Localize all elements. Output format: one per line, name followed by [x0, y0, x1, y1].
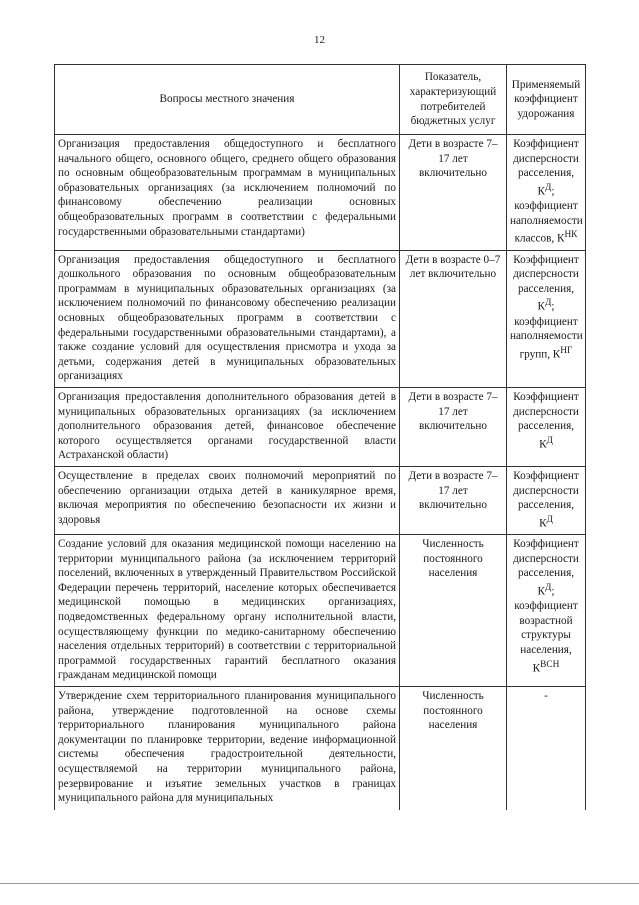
table-row: [55, 135, 586, 251]
coef-superscript: Д: [546, 435, 553, 446]
page-number: 12: [314, 34, 325, 46]
row-question: Осуществление в пределах своих полномочий мероприятий по обеспечению организации отдыха детей в каникулярное время, включая мероприятия по обеспечению безопасности их жизни и здоровья: [55, 466, 400, 534]
coef-superscript: Д: [546, 514, 553, 525]
row-indicator: Численность постоянного населения: [400, 535, 507, 687]
row-coefficient: Коэффициент дисперсности расселения, $К^Д$; коэффициент наполняемости классов, $К^{НК}$: [507, 135, 586, 251]
table-row: [55, 387, 586, 466]
coef-superscript: НГ: [560, 345, 573, 356]
coef-symbol: К: [532, 662, 541, 675]
row-question: Создание условий для оказания медицинской помощи населению на территории муниципального района (за исключением территорий поселений, включенных в утвержденный Правительством Российской Федерации перечень территорий, население которых обеспечивается медицинской помощью в медицинских организациях, подведомственных федеральному органу исполнительной власти, осуществляющему функции по медико-санитарному обеспечению населения отдельных территорий) в соответствии с территориальной программой государственных гарантий бесплатного оказания гражданам медицинской помощи: [55, 535, 400, 687]
table-row: [55, 466, 586, 534]
row-coefficient: Коэффициент дисперсности расселения, $К^Д$; коэффициент возрастной структуры населения, $К^{ВСН}$: [507, 535, 586, 687]
coef-symbol: К: [556, 233, 565, 246]
header-coefficient: Применяемый коэффициент удорожания: [507, 65, 586, 135]
page-bottom-rule: [0, 883, 639, 884]
table-header-row: [55, 65, 586, 135]
row-question: Утверждение схем территориального планирования муниципального района, утверждение подготовленной на основе схемы территориального планирования муниципального района документации по планировке территории, ведение информационной системы обеспечения градостроительной деятельности, осуществляемой на территории муниципального района, резервирование и изъятие земельных участков в границах муниципального района для муниципальных: [55, 686, 400, 810]
coef-symbol: К: [539, 438, 547, 451]
coefficients-table: [54, 64, 585, 810]
row-coefficient: -: [507, 686, 586, 810]
table-row: [55, 535, 586, 687]
coef-symbol: К: [537, 185, 545, 198]
coef-symbol: К: [537, 301, 545, 314]
row-indicator: Дети в возрасте 7–17 лет включительно: [400, 135, 507, 251]
row-question: Организация предоставления общедоступного и бесплатного начального общего, основного общего, среднего общего образования по основным общеобразовательным программам в муниципальных образовательных организациях (за исключением полномочий по финансовому обеспечению реализации основных общеобразовательных программ в соответствии с федеральными государственными образовательными стандартами): [55, 135, 400, 251]
table-row: [55, 686, 586, 810]
coef-symbol: К: [552, 348, 561, 361]
coef-superscript: Д: [544, 182, 552, 193]
coef-symbol: К: [537, 585, 545, 598]
row-indicator: Численность постоянного населения: [400, 686, 507, 810]
coef-symbol: К: [539, 517, 547, 530]
row-coefficient: Коэффициент дисперсности расселения, $К^Д$; коэффициент наполняемости групп, $К^{НГ}$: [507, 250, 586, 387]
row-indicator: Дети в возрасте 7–17 лет включительно: [400, 387, 507, 466]
row-question: Организация предоставления общедоступного и бесплатного дошкольного образования по основным общеобразовательным программам в муниципальных образовательных организациях (за исключением полномочий по финансовому обеспечению реализации основных общеобразовательных программ в соответствии с федеральными государственными образовательными стандартами), а также создание условий для осуществления присмотра и ухода за детьми, содержания детей в муниципальных образовательных организациях: [55, 250, 400, 387]
row-coefficient: Коэффициент дисперсности расселения, $К^Д$: [507, 466, 586, 534]
header-question: Вопросы местного значения: [55, 65, 400, 135]
row-indicator: Дети в возрасте 7–17 лет включительно: [400, 466, 507, 534]
row-indicator: Дети в возрасте 0–7 лет включительно: [400, 250, 507, 387]
coef-superscript: Д: [544, 582, 552, 593]
coef-superscript: НК: [564, 230, 578, 241]
header-indicator: Показатель, характеризующий потребителей бюджетных услуг: [400, 65, 507, 135]
table-row: [55, 250, 586, 387]
coef-superscript: Д: [544, 298, 552, 309]
row-question: Организация предоставления дополнительного образования детей в муниципальных образовательных организациях (за исключением дополнительного образования детей, финансовое обеспечение которого осуществляется органами государственной власти Астраханской области): [55, 387, 400, 466]
coef-superscript: ВСН: [540, 659, 560, 670]
row-coefficient: Коэффициент дисперсности расселения, $К^Д$: [507, 387, 586, 466]
